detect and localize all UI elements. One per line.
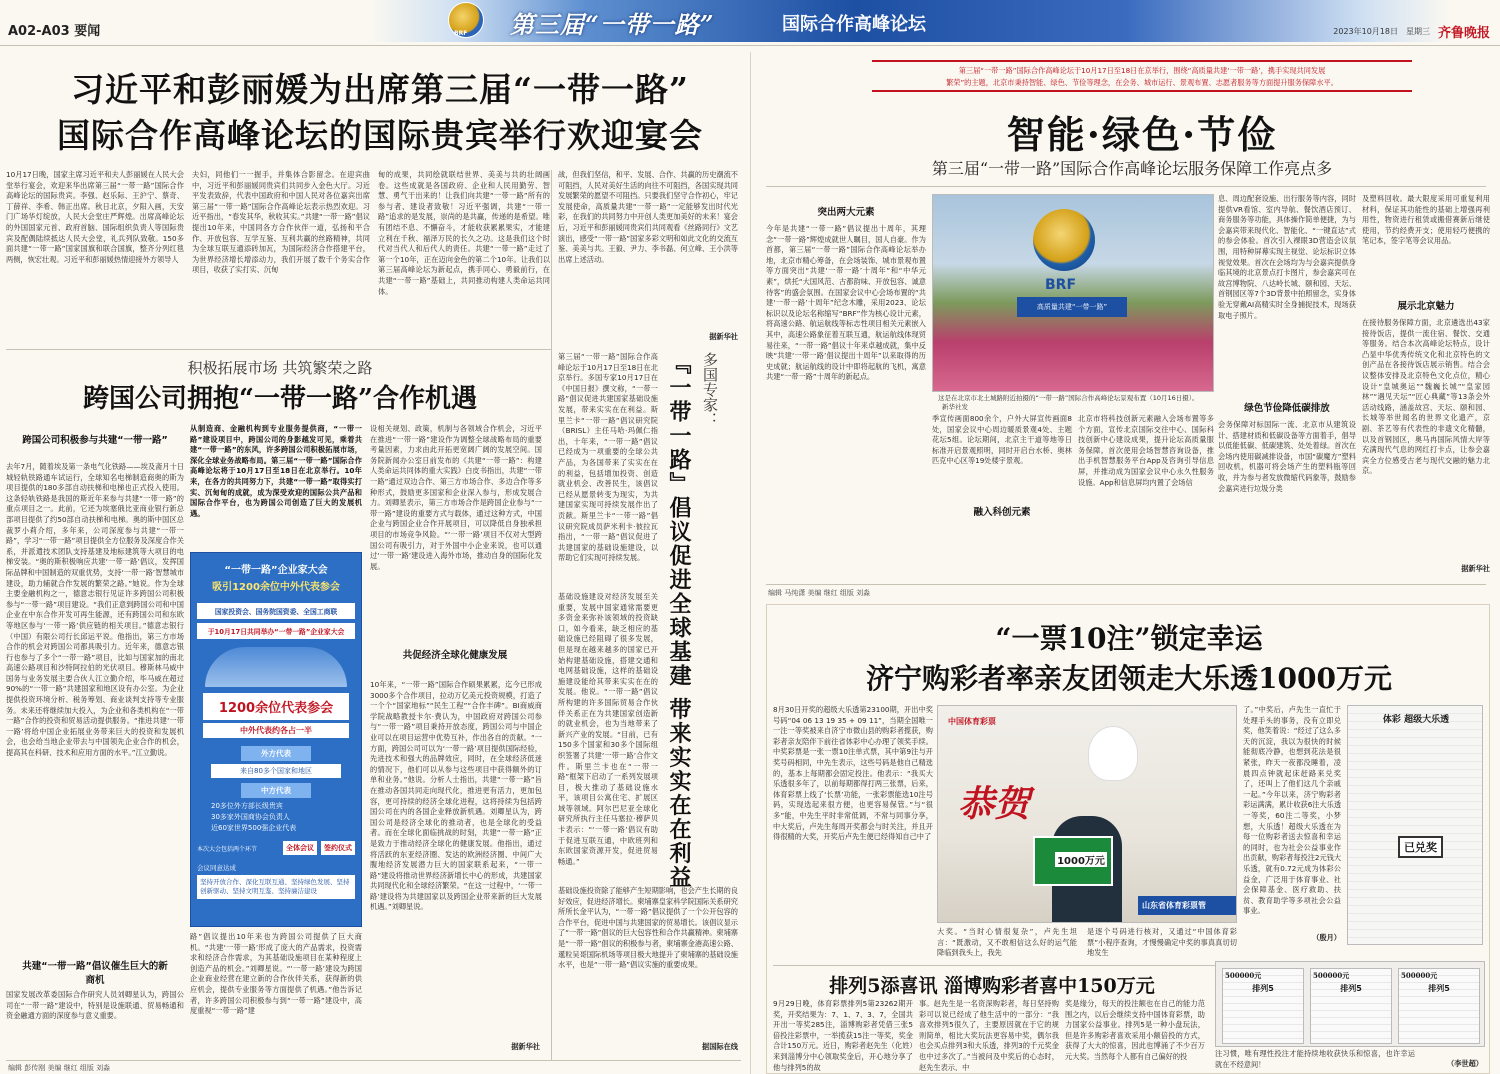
info-b1: 全体会议 bbox=[283, 841, 317, 855]
col3-text: 息、周边配套设施、出行服务等内容，同时提供VR看馆、室内导航、餐饮酒店预订、商务服务等功能，具体操作简单便捷，为与会嘉宾带来现代化、智能化、“一键直达”式的参会体验。首次引入裸眼3D营造会议氛围，用特种屏幕实现主视觉、论坛标识立体视觉效果。首次在会场均为与会嘉宾提供身临其境的北京景点打卡图片，参会嘉宾可在故宫博物院、八达岭长城、颐和园、天坛、首钢园区等7个3D背景中拍照留念，实身体验无穿戴AI高精实时全身捕捉技术，现场获取电子照片。 bbox=[1218, 194, 1356, 320]
pl5-ticket-1 bbox=[1222, 968, 1304, 1044]
paper-name: 齐鲁晚报 bbox=[1437, 26, 1490, 41]
info-foreign-detail: 来自80多个国家和地区 bbox=[211, 764, 341, 778]
col-d-text-1: 第三届“一带一路”国际合作高峰论坛于10月17日至18日在北京举行。多国专家10月17日在《中国日报》撰文称，“一带一路”倡议促进共建国家基础设施发展，带来实实在在利益。斯里兰卡“一带一路”倡议研究院（BRISL）主任马哈·玛佩仁指出，十年来，“一带一路”倡议已经成为一项重要的全球公共产品，为各国带来了实实在在的利益，包括增加投资、创造就业机会、改善民生，该倡议已经从愿景转变为现实，为共建国家实现可持续发展作出了贡献。斯里兰卡“一带一路”倡议研究院成员萨米利卡·彼拉瓦指出，“一带一路”倡议促进了共建国家的基础设施建设，以帮助它们实现可持续发展。 bbox=[558, 352, 658, 563]
mascot-icon bbox=[1088, 726, 1138, 781]
lottery-text-2: 大奖。“当时心情很复杂”，卢先生坦言：“既激动，又不敢相信这么好的运气能降临到我头上，我先 bbox=[937, 927, 1077, 958]
banner bbox=[370, 0, 1450, 42]
lottery-text-3: 是逐个号码进行核对，又通过“中国体育彩票”小程序查询，才慢慢确定中奖的事真真切切地发生 bbox=[1087, 927, 1237, 958]
page-gutter bbox=[750, 52, 751, 1074]
info-building-graphic bbox=[205, 647, 347, 687]
lottery-sub-text-4: 注习惯，唯有理性投注才能持续地收获快乐和惊喜，也许幸运就在不经意间！ bbox=[1215, 1049, 1415, 1069]
intro-box bbox=[872, 60, 1412, 92]
info-c2: 30多家外国商协会负责人 bbox=[211, 813, 290, 821]
pl5-title-2: 排列5 bbox=[1340, 984, 1362, 993]
lottery-credit: （殷月） bbox=[1312, 933, 1341, 942]
info-line-2: 于10月17日共同举办“一带一路”企业家大会 bbox=[197, 623, 355, 639]
page-label: A02-A03 要闻 bbox=[8, 24, 101, 39]
left-page bbox=[0, 52, 750, 1074]
vertical-kicker: 多国专家： bbox=[701, 352, 719, 427]
col-divider bbox=[551, 170, 552, 1060]
lead-col-2: 夫妇，同他们一一握手，并集体合影留念。在迎宾曲中，习近平和彭丽媛同贵宾们共同步入金色大厅。习近平发表致辞，代表中国政府和中国人民对各位嘉宾出席第三届“一带一路”国际合作高峰论坛表示热烈欢迎。习近平指出，“春发其华，秋收其实。”共建“一带一路”倡议提出10年来，中国同各方合作伙伴一道，弘扬和平合作、开放包容、互学互鉴、互利共赢的丝路精神，共同为全球互联互通添砖加瓦，为国际经济合作搭建平台，为世界经济增长增添动力，我们开展了数千个务实合作项目，收获了实打实、沉甸 bbox=[192, 170, 370, 275]
vertical-headline: 『一带一路』倡议促进全球基建 带来实实在在利益 bbox=[666, 352, 692, 890]
intro-line-2: 繁荣”的主题，北京市秉持智能、绿色、节俭等理念，在会务、城市运行、景观布置、志愿者服务等方面提升服务保障水平。 bbox=[946, 78, 1338, 87]
info-footer: 本次大会包括两个环节 bbox=[197, 845, 258, 853]
pl5-ticket-3 bbox=[1398, 968, 1480, 1044]
lottery-sub-headline: 排列5添喜讯 淄博购彩者喜中150万元 bbox=[829, 975, 1155, 997]
col2-text: 季宣传画面800余个，户外大屏宣传画面8处，国家会议中心周边暖质景观4处、主题花坛5组。论坛期间，北京主干道等地等日标准开启景观照明，同时开启台水桥、奥林匹克中心区等19处楼宇景观。 bbox=[932, 414, 1072, 466]
pl5-tickets bbox=[1215, 961, 1485, 1047]
sub-kicker: 积极拓展市场 共筑繁荣之路 bbox=[187, 359, 373, 377]
col1-text: 今年是共建“一带一路”倡议提出十周年，其理念“一带一路”辉煌成就世人瞩目，国人自豪。作为首都，第三届“一带一路”国际合作高峰论坛举办地，北京市精心筹备，在会场装饰、城市景观布置等方面突出“共建‘一带一路’十周年”和“中华元素”，烘托“大国风范、古都韵味、开放包容、诚意待客”的盛会氛围。在国家会议中心会场布置的“共建‘一带一路’十周年”纪念木雕，采用2023、论坛标识以及论坛名称缩写“BRF”作为核心设计元素，将高速公路、航运航线等标志性项目相关元素嵌入其中，高速公路象征着互联互通，航运航线体现贸易往来，“一带一路”倡议十年来卓越成就，集中反映“共建‘一带一路’倡议提出十周年”以来取得的历史成就；航运航线的设计中即将起航的飞机，寓意共建“一带一路”十周年的新起点。 bbox=[766, 224, 926, 382]
forum-photo bbox=[932, 194, 1214, 392]
col-a-heading-1: 跨国公司积极参与共建“一带一路” bbox=[22, 435, 168, 446]
col4-text: 及塑料回收。最大限度采用可重复利用材料，保证其功能性的基础上增强再利用性，物资进行租赁或搬借赛新后继使使用，节约经费开支；使用轻巧便携的笔记本，签字笔等会议用品。 bbox=[1362, 194, 1490, 246]
info-result: 会议同意达成 bbox=[197, 864, 236, 872]
banner-title: 第三届“一带一路” bbox=[510, 10, 715, 39]
info-title-2: 吸引1200余位中外代表参会 bbox=[212, 582, 340, 593]
photo-caption bbox=[938, 394, 1210, 412]
right-top-rule bbox=[766, 186, 1486, 187]
info-c1: 20多位外方部长级贵宾 bbox=[211, 802, 283, 810]
info-line-1: 国家投资会、国务院国资委、全国工商联 bbox=[197, 603, 355, 619]
col-a-text-2: 国家发展改革委国际合作研究人员刘卿星认为，跨国公司在“一带一路”建设中，特别是设施联通、贸易畅通和资金融通方面的深度参与意义重要。 bbox=[6, 990, 184, 1021]
main-headline-line2: 国际合作高峰论坛的国际贵宾举行欢迎宴会 bbox=[57, 116, 703, 155]
col3-text-2: 会务保障对标国际一流、北京市从建筑设计、搭建材质和低碳设备等方面着手，倡导以低能低碳、低碳建筑、处处着绿。首次在会场内使用碳减排设备，市国“碳魔方”塑料回收机，机器可将会场产生的塑料瓶等回收，并为参与者发放微缩代码象等，鼓励参会嘉宾进行垃圾分类 bbox=[1218, 420, 1356, 493]
banner-gongxi: 恭贺 bbox=[958, 783, 1031, 825]
lead-credit: 据新华社 bbox=[709, 332, 738, 341]
masthead-rule bbox=[0, 45, 1500, 46]
lead-col-4: 战，但我们坚信，和平、发展、合作、共赢的历史潮流不可阻挡，人民对美好生活的向往不可阻挡，各国实现共同发展繁荣的愿望不可阻挡。只要我们坚守合作初心，牢记发展使命，高质量共建“一带一路”一定能够发出时代光彩，在我们的共同努力中开创人类更加美好的未来！宴会后，习近平和彭丽媛同贵宾们共同观看《丝路同行》文艺演出，感受“一带一路”国家多彩文明和如此文化的交流互鉴、美美与共。王毅、尹力、李书磊、何立峰、王小洪等出席上述活动。 bbox=[558, 170, 738, 264]
info-title-1: “一带一路”企业家大会 bbox=[224, 565, 328, 576]
ticket-stamp: 已兑奖 bbox=[1398, 836, 1443, 858]
col-c-text-2: 10年来，“一带一路”国际合作硕果累累，迄今已形成3000多个合作项目，拉动万亿美元投资规模，打造了一个个“国家地标”“民生工程”“合作丰碑”。BI商威商学院战略教授卡尔·费认为，中国政府对跨国公司参与“一带一路”项目秉持开放态度，跨国公司与中国企业可以在项目运营中优势互补，作出各自的贡献。“一方面，跨国公司可以为‘一带一路’项目提供国际经验，先进技术和强大的品牌效应，同时，在全球经济低迷的情况下，他们可以从参与这些项目中获得额外的订单和业务。”他说。分析人士指出，共建“一带一路”旨在推动各国共同走向现代化，推进更有活力，更加包容，更可持续的经济全球化进程，这将持续为包括跨国公司在内的各国企业释放新机遇。刘卿星认为，跨国公司是经济全球化的推动者，也是全球化的受益者。而在全球化面临挑战的时刻，共建“一带一路”正是致力于推动经济全球化的健康发展。他指出，通过将活跃的东亚经济圈、发达的欧洲经济圈、中间广大腹地经济发展潜力巨大的国家联系起来，“一带一路”建设将推动世界经济新增长中心的形成，共建国家共同现代化和全球经济繁荣。“在这一过程中，‘一带一路’建设将为共建国家以及跨国企业带来新的巨大发展机遇。”刘卿星说。 bbox=[370, 680, 542, 912]
right-mid-rule bbox=[766, 584, 1486, 585]
info-promises: 坚持开放合作、深化互联互通、坚持绿色发展、坚持创新驱动、坚持文明互鉴、坚持廉洁建设 bbox=[197, 875, 355, 899]
date: 2023年10月18日 bbox=[1333, 27, 1398, 36]
lottery-headline-1: “一票10注”锁定幸运 bbox=[995, 622, 1263, 655]
col4-heading: 展示北京魅力 bbox=[1397, 301, 1455, 312]
pl5-amount-1: 500000元 bbox=[1225, 971, 1262, 980]
lottery-sub-text-2: 事。赵先生是一名资深购彩者，每日坚持购彩可以说已经成了他生活中的一部分：“我喜欢排列5很久了，主要原因就在于它的规则简单，相比大奖玩法更容易中奖，偶尔我也会买点排列3和大乐透，排列3的千元奖金也中过多次了。”当被问及中奖后的心态时，赵先生表示，中 bbox=[919, 999, 1059, 1071]
col-c-credit: 据新华社 bbox=[511, 1042, 540, 1051]
wall-sign: 山东省体育彩票管 bbox=[1138, 896, 1237, 915]
right-editors: 编辑 马纯潇 美编 继红 组版 刘淼 bbox=[768, 589, 871, 597]
col-c-heading: 共促经济全球化健康发展 bbox=[402, 650, 508, 661]
col-a-text: 去年7月，随着埃及第一条电气化铁路——埃及斋月十日城轻轨铁路通车试运行，全球知名电梯制造商奥的斯为项目提供的180多部自动扶梯和电梯也正式投入使用。这条轻轨铁路是我国的斯近年来参与共建“一带一路”的重点项目之一。此前，它还为埃塞俄比亚商业银行新总部项目提供了约50部自动扶梯和电梯。奥的斯中国区总裁罗小莉介绍，多年来，公司深度参与共建“一带一路”，学习“一带一路”项目提供全方位服务及深度合作关系，并派遣技术团队支持基建及地标建筑等大项目的电梯安装。“奥的斯积极响应共建‘一带一路’倡议，发挥国际品牌和中国制造的双重优势，支持‘一带一路’智慧城市建设，助力辅就合作发展的繁荣之路。”她说。作为全球主要金融机构之一，德意志银行见证许多跨国公司积极参与“一带一路”项目建设。“我们正意到跨国公司和中国企业在中东合作开发可再生能源，还有跨国公司和东欧等地区参与‘一带一路’供应链的相关项目。”德意志银行（中国）有限公司行长邱运平说。他指出，第三方市场合作的机会对跨国公司都具吸引力。近年来，德意志银行也参与了多个“一带一路”项目，比如与国家加的南北高速公路项目和沙特阿拉伯的光伏项目。穆斯林马威中国务与业务发展主要合伙人江立勤介绍，毕马威在超过90%的“一带一路”共建国家和地区设有办公室。为企业提供投资环境分析、税务筹划、商业谈判支持等专业服务。未来还将继续加大投入，为企业和各类机构在“一带一路”合作的投资和贸易活动提供服务。“推进共建‘一带一路’将给中国企业拓展业务带来巨大的投资和发展机会，也会给当地企业带去与中国领先企业合作的机会，提高其在科研、技术和应用方面的水平。”江立勤说。 bbox=[6, 462, 184, 758]
info-footer-row bbox=[197, 841, 355, 855]
sub-headline: 跨国公司拥抱“一带一路”合作机遇 bbox=[83, 384, 477, 414]
lottery-logo: 中国体育彩票 bbox=[948, 717, 996, 726]
main-headline-line1: 习近平和彭丽媛为出席第三届“一带一路” bbox=[71, 70, 689, 109]
right-headline: 智能·绿色·节俭 bbox=[1006, 112, 1278, 157]
info-chinese-label: 中方代表 bbox=[241, 783, 311, 798]
lottery-text-1: 8月30日开奖的超级大乐透第23100期，开出中奖号码“04 06 13 19 35 + 09 11”，当期全国唯一一注一等奖被来自济宁市微山县的购彩者揽获，购彩者亲友陪伴下前往省体彩中心办理了领奖手续。中奖彩票是一张一票10注单式票，其中第9注与开奖号码相同，中先生表示，这些号码是他自己精选的，基本上每期都会固定投注。他表示：“我买大乐透很多年了，以前每期都得打两三张票，后来，体育彩票上线了‘长票’功能，一张彩票能选10注号码，实现选起来很方便，也更容易保管。”与“很多”能，中先生平时非常低调，不常与同事分享，中大奖后，卢先生每周开奖都会与时关注，并且开得很精的大奖，开奖后卢先生便已经得知自己中了 bbox=[773, 705, 933, 842]
col4-text-2: 在接待服务保障方面，北京遴选出43家接待饭店，提供一流住宿、餐饮、交通等服务。结合本次高峰论坛特点，设计凸显中华优秀传统文化和北京特色的文创产品在各接待饭店展示销售。结合会议整体安排及北京特色文化点位，精心设计“皇城奥运”“魏巍长城”“皇家园林”“遇见天坛”“匠心典藏”等13条会外活动线路，涵盖故宫、天坛、颐和园、长城等举世闻名的世界文化遗产，京剧、茶艺等有代表性的非遗文化精髓，以及首钢园区，奥马冉国际风情大岸等充满现代气息的网红打卡点，让参会嘉宾全方位感受古老与现代交融的魅力北京。 bbox=[1362, 318, 1490, 476]
lottery-headline-2: 济宁购彩者率亲友团领走大乐透1000万元 bbox=[866, 662, 1392, 695]
col-d-credit: 据国际在线 bbox=[702, 1042, 738, 1051]
lottery-text-4: 了。”中奖后，卢先生一直忙于处理手头的事务，没有立即兑奖，他笑着说：“经过了这么多天的沉淀，我以为很快的时候能彻底冷静，也想到花法是很紧张，昨天一夜都没睡着，凌晨四点钟就起床赶路来兑奖了，还叫上了他们这几个亲戚一起。”今年以来，济宁购彩者彩运满满，累计收获6注大乐透一等奖，60注二等奖，小梦想，大乐透！超级大乐透在为每一位购彩者送去惊喜和幸运的同时，也为社会公益事业作出贡献，购彩者每投注2元钱大乐透，就有0.72元成为体彩公益金，广泛用于体育事业、社会保障基金、医疗救助、扶贫、教育助学等多项社会公益事业。 bbox=[1243, 705, 1341, 916]
infographic bbox=[190, 552, 362, 927]
ticket-title: 超级大乐透 bbox=[1404, 715, 1450, 725]
col2-text-b: 北京市将科技创新元素融入会场布置等多个方面，宣传北京国际交往中心、国际科技创新中心建设成果，提升论坛高质量服务保障。首次使用会场智慧咨询设备，推出手机智慧服务平台App及咨询引导信息屏，并推动成为国家会议中心永久性服务设施。App和信息屏均内置了会场信 bbox=[1078, 414, 1214, 487]
pl5-title-3: 排列5 bbox=[1428, 984, 1450, 993]
ticket-header bbox=[1348, 712, 1483, 725]
col-b-text-1: 从制造商、金融机构到专业服务提供商，“一带一路”建设项目中，跨国公司的身影越发可见，乘着共建“一带一路”的东风，许多跨国公司积极拓展市场，深化全球业务战略布局。第三届“一带一路”国际合作高峰论坛将于10月17日至18日在北京举行。10年来，在各方的共同努力下，共建“一带一路”取得实打实、沉甸甸的成就，成为深受欢迎的国际公共产品和国际合作平台，也为跨国公司创造了巨大的发展机遇。 bbox=[190, 424, 362, 518]
issue-date bbox=[1333, 22, 1490, 41]
col1-heading: 突出两大元素 bbox=[817, 207, 875, 218]
banner-logo-text: BRF bbox=[454, 30, 468, 37]
col-d-text-3: 基础设施投资除了能够产生短期影响，也会产生长期的良好效应，促进经济增长。柬埔寨皇家科学院国际关系研究所所长金平认为，“一带一路”倡议提供了一个公开包容的合作平台，促进中国与共建国家的贸易增长。该倡议显示了“一带一路”倡议的巨大包容性和合作共赢精神。柬埔寨是“一带一路”倡议的积极参与者，柬埔寨金港高速公路、暹粒吴哥国际机场等项目极大地提升了柬埔寨的基础设施水平，也是“一带一路”倡议实施的重要成果。 bbox=[558, 886, 738, 970]
sculpture-logo-text: BRF bbox=[1045, 277, 1077, 293]
prize-board bbox=[1033, 836, 1113, 886]
pl5-amount-3: 500000元 bbox=[1401, 971, 1438, 980]
col3-heading: 绿色节俭降低碳排放 bbox=[1244, 403, 1330, 414]
banner-subtitle: 国际合作高峰论坛 bbox=[782, 14, 926, 35]
pl5-amount-2: 500000元 bbox=[1313, 971, 1350, 980]
lottery-sub-text-3: 奖是缘分，每天的投注额也在自己的能力范围之内，以后会继续支持中国体育彩票，助力国家公益事业。排列5是一种小盘玩法，但是许多购彩者喜欢采用小额倍投的方式，获得了大大的惊喜，因此也博涌了不少百万元大奖。当然每个人都有自己偏好的投 bbox=[1065, 999, 1205, 1061]
lottery-section bbox=[766, 604, 1490, 1074]
intro-line-1: 第三届“一带一路”国际合作高峰论坛于10月17日至18日在京举行，围绕“高质量共建‘一带一路’，携手实现共同发展 bbox=[958, 66, 1326, 75]
pl5-ticket-2 bbox=[1310, 968, 1392, 1044]
dlt-ticket bbox=[1347, 705, 1483, 945]
pl5-title-1: 排列5 bbox=[1252, 984, 1274, 993]
info-sub: 中外代表约各占一半 bbox=[203, 723, 349, 738]
col-d-text-2: 基础设施建设对经济发展至关重要，发展中国家通常需要更多资金来弥补该领域的投资缺口，如今看来，缺乏相应的基础设施已经阻碍了很多发展，但是现在越来越多的国家已开始构建基础设施，搭建交通和电网基础设施，这样的基础设施建设能给其带来实实在在的发展。他说。“一带一路”倡议所构建的许多国际贸易合作伙伴关系正在为共建国家创造新的就业机会，也为当地带来了新兴产业的发展。“目前，已有150多个国家和30多个国际组织签署了共建‘一带一路’合作文件。斯里兰卡也在“一带一路”框架下启动了一系列发展项目，极大推动了基础设施水平，该项目公寓住宅、扩展区域等领域。阿尔巴尼亚全球化研究所执行主任马塞拉·穆萨贝卡表示：“‘一带一路’倡议有助于促进互联互通，中欧班列和东欧国家资源开发，促进贸易畅通。” bbox=[558, 592, 658, 866]
info-b2: 签约仪式 bbox=[321, 841, 355, 855]
section-rule bbox=[6, 349, 551, 350]
caption-text: 这是在北京市北土城路附近拍摄的“一带一路”国际合作高峰论坛景观布置（10月16日摄）。 bbox=[938, 394, 1199, 402]
col-a-heading-2: 共建“一带一路”倡议催生巨大的新商机 bbox=[22, 961, 168, 986]
right-credit: 据新华社 bbox=[1461, 564, 1490, 573]
masthead bbox=[0, 0, 1500, 52]
caption-credit: 新华社发 bbox=[942, 403, 968, 411]
info-c3: 近60家世界500强企业代表 bbox=[211, 824, 297, 832]
lottery-sub-text-1: 9月29日晚，体育彩票排列5第23262期开奖，开奖结果为：7、1、7、3、7，全国共开出一等奖285注，淄博购彩者凭借三张5倍投注彩票中，一举揽获15注一等奖，奖金合计150万元。近日，购彩者赵先生（化姓）来到淄博分中心领取奖金后，开心地分享了他与排列5的故 bbox=[773, 999, 913, 1071]
left-footer-rule bbox=[6, 1060, 741, 1061]
weekday: 星期三 bbox=[1405, 27, 1430, 36]
billboard: 高质量共建“一带一路” bbox=[1017, 297, 1127, 317]
lead-col-3: 甸的成果，共同绘就联结世界、美美与共的壮阔画卷。这些成就是各国政府、企业和人民用勤劳、智慧、勇气干出来的！让我们向共建“一带一路”所有的参与者、建设者致敬！习近平强调，共建“一带一路”追求的是发展，崇尚的是共赢，传递的是希望。唯有团结不息、不懈奋斗，才能收获累累果实，才能建立利在千秋、福泽万民的长久之功。这是我们这个时代对当代人和后代人的责任。共建“一带一路”走过了第一个10年，正在迈向金色的第二个10年。让我们以第三届高峰论坛为新起点，携手同心、勇毅前行，在共建“一带一路”基础上，共同推动构建人类命运共同体。 bbox=[378, 170, 550, 296]
left-editors: 编辑 彭传刚 美编 继红 组版 刘淼 bbox=[8, 1064, 111, 1072]
right-page bbox=[752, 52, 1500, 1074]
col1-heading-2: 融入科创元素 bbox=[973, 507, 1031, 518]
brf-sculpture-icon bbox=[1033, 209, 1095, 271]
col-c-text-1: 设相关规划、政策，机制与各领域合作机会，习近平在推进“一带一路”建设作为调整全球战略布局的重要考量因素，力求由此开拓更宽阔广阔的发展空间。国务院新闻办公室日前发布的《共建“一带一路”：构建人类命运共同体的重大实践》白皮书指出，共建“一带一路”通过双边合作、第三方市场合作、多边合作等多种形式，鼓励更多国家和企业深入参与，形成发展合力。刘卿星表示，第三方市场合作是跨国企业参与“一带一路”建设的重要方式与载体，通过这种方式，中国企业与跨国企业合作开展项目，可以降低自身独承担项目的市场竞争风险。“‘一带一路’项目不仅对大型跨国公司有吸引力，对于外国中小企业来说，也可以通过‘一带一路’建设进入海外市场，推动自身的国际化发展。 bbox=[370, 424, 542, 571]
info-big-number: 1200余位代表参会 bbox=[203, 693, 349, 720]
info-foreign-label: 外方代表 bbox=[241, 746, 311, 761]
lead-col-1: 10月17日晚，国家主席习近平和夫人彭丽媛在人民大会堂举行宴会，欢迎来华出席第三届“一带一路”国际合作高峰论坛的国际贵宾。李强、赵乐际、王沪宁、蔡奇、丁薛祥、李希、韩正出席。秋日北京，夕阳入画，天安门广场华灯绽放，人民大会堂庄严辉煌。出席高峰论坛的外国国家元首、政府首脑、国际组织负责人等国际贵宾及配偶陆续抵达人民大会堂，礼兵列队致敬。150多面共建“一带一路”国家国旗和联合国旗，整齐分列红毯两侧，恢宏壮观。习近平和彭丽媛热情迎接外方领导人 bbox=[6, 170, 184, 264]
right-subhead: 第三届“一带一路”国际合作高峰论坛服务保障工作亮点多 bbox=[931, 159, 1333, 178]
col-b-text-2: 路”倡议提出10年来也为跨国公司提供了巨大商机。“共建‘一带一路’形成了庞大的产品需求，投资需求和经济合作需求，为其基础设施项目在某种程度上创造产品的机会。”刘卿星说。“‘一带一路’建设为跨国企业商业经营在建立新的合作伙伴关系，获得新的供应机会，提供专业服务等方面提供了机遇。”他告诉记者，许多跨国公司积极参与到“一带一路”建设中，高度重视“一带一路”建 bbox=[190, 932, 362, 1016]
ticket-brand: 体彩 bbox=[1382, 715, 1401, 725]
prize-amount: 1000万元 bbox=[1055, 852, 1107, 867]
lottery-sub-credit: （李世超） bbox=[1447, 1059, 1483, 1068]
winner-photo bbox=[937, 705, 1237, 923]
